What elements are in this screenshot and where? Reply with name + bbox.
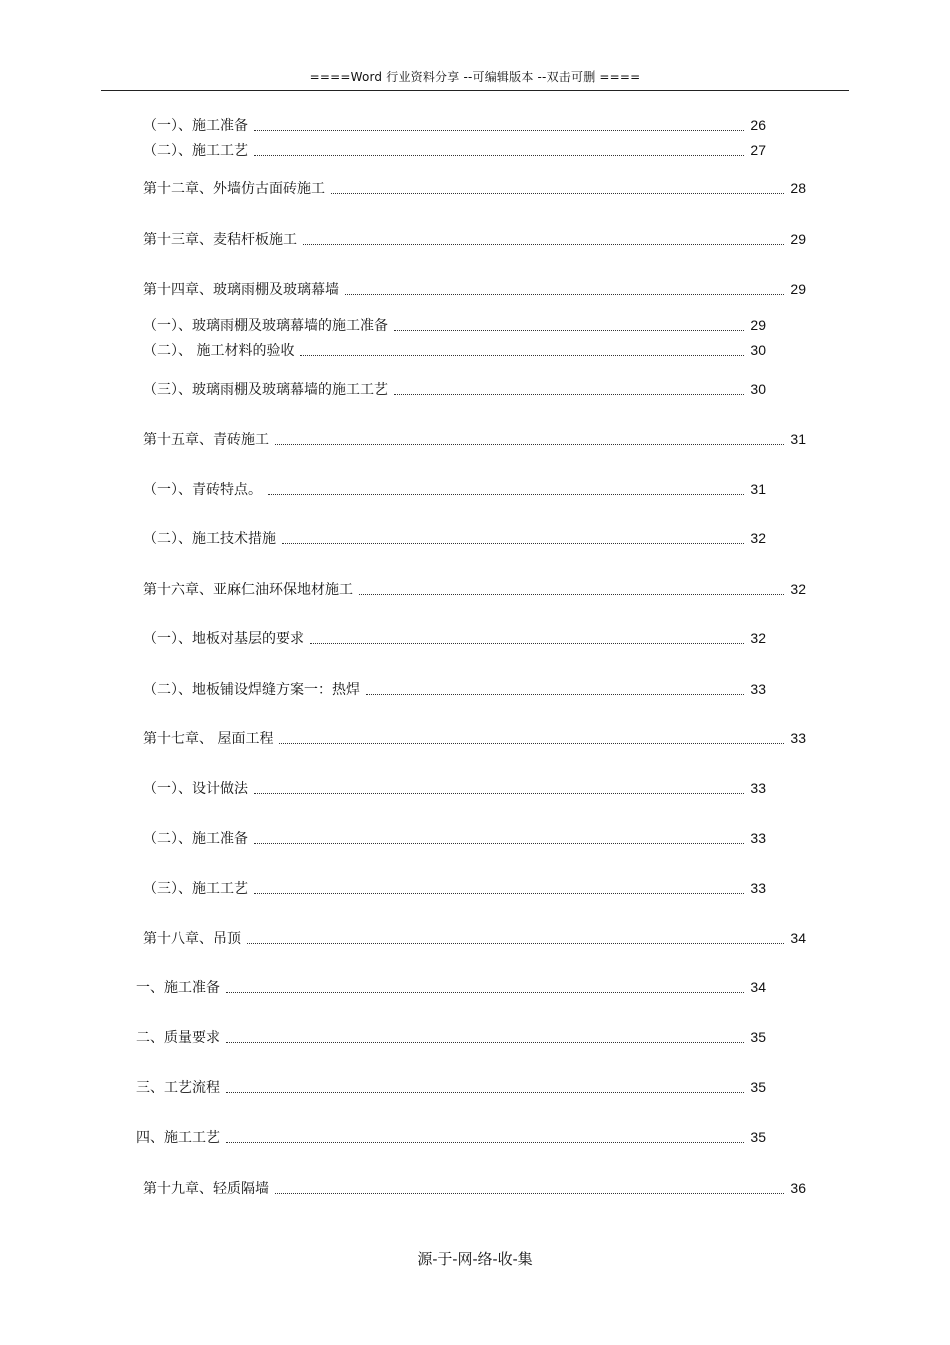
toc-entry[interactable] (143, 628, 766, 648)
toc-leader-dots (366, 693, 744, 695)
toc-leader-dots (275, 443, 784, 445)
toc-entry-label: 第十九章、轻质隔墙 (143, 1181, 269, 1197)
toc-leader-dots (331, 192, 784, 194)
toc-entry-page: 28 (790, 180, 806, 196)
toc-leader-dots (226, 1091, 744, 1093)
toc-entry[interactable] (143, 178, 806, 198)
toc-entry-label: （一）、地板对基层的要求 (143, 631, 304, 647)
toc-leader-dots (226, 1141, 744, 1143)
toc-entry-page: 34 (750, 979, 766, 995)
toc-entry-label: 第十五章、青砖施工 (143, 432, 269, 448)
toc-entry-label: （二）、施工准备 (143, 831, 248, 847)
toc-entry[interactable] (143, 340, 766, 360)
toc-leader-dots (254, 892, 744, 894)
toc-leader-dots (303, 243, 784, 245)
toc-leader-dots (394, 329, 744, 331)
toc-entry-label: （一）、设计做法 (143, 781, 248, 797)
toc-entry[interactable] (143, 528, 766, 548)
toc-entry-label: （二）、施工技术措施 (143, 531, 276, 547)
toc-entry-label: （一）、玻璃雨棚及玻璃幕墙的施工准备 (143, 318, 388, 334)
toc-entry[interactable] (136, 1127, 766, 1147)
toc-entry[interactable] (143, 679, 766, 699)
toc-entry-label: 第十六章、亚麻仁油环保地材施工 (143, 582, 353, 598)
header-rule (101, 90, 849, 91)
toc-leader-dots (310, 642, 744, 644)
toc-leader-dots (254, 792, 744, 794)
toc-entry-page: 33 (750, 681, 766, 697)
toc-entry-page: 30 (750, 381, 766, 397)
toc-entry-label: 二、质量要求 (136, 1030, 220, 1046)
toc-entry-page: 26 (750, 117, 766, 133)
toc-entry-label: （一）、青砖特点。 (143, 482, 262, 498)
toc-entry-page: 33 (750, 780, 766, 796)
toc-entry[interactable] (143, 728, 806, 748)
toc-entry[interactable] (143, 229, 806, 249)
toc-entry-page: 35 (750, 1129, 766, 1145)
toc-entry-label: 第十四章、玻璃雨棚及玻璃幕墙 (143, 282, 339, 298)
toc-entry[interactable] (143, 778, 766, 798)
toc-entry-page: 33 (790, 730, 806, 746)
page-footer: 源-于-网-络-收-集 (417, 1250, 533, 1268)
toc-entry-page: 33 (750, 830, 766, 846)
toc-entry-label: （二）、地板铺设焊缝方案一：热焊 (143, 682, 360, 698)
toc-entry-page: 29 (790, 281, 806, 297)
toc-entry[interactable] (143, 878, 766, 898)
toc-entry-label: 第十八章、吊顶 (143, 931, 241, 947)
toc-entry[interactable] (143, 429, 806, 449)
toc-entry-label: （二）、 施工材料的验收 (143, 343, 295, 359)
toc-entry-page: 31 (750, 481, 766, 497)
toc-leader-dots (226, 991, 744, 993)
toc-entry-label: （二）、施工工艺 (143, 143, 248, 159)
toc-entry-page: 32 (750, 530, 766, 546)
toc-entry[interactable] (143, 115, 766, 135)
toc-entry-page: 27 (750, 142, 766, 158)
toc-entry-page: 32 (750, 630, 766, 646)
toc-entry-label: 三、工艺流程 (136, 1080, 220, 1096)
toc-leader-dots (254, 129, 744, 131)
toc-entry[interactable] (143, 379, 766, 399)
toc-entry-page: 35 (750, 1079, 766, 1095)
toc-leader-dots (345, 293, 784, 295)
toc-entry-label: （三）、施工工艺 (143, 881, 248, 897)
toc-entry-page: 33 (750, 880, 766, 896)
toc-entry-page: 34 (790, 930, 806, 946)
toc-entry-page: 31 (790, 431, 806, 447)
toc-entry[interactable] (143, 928, 806, 948)
toc-entry-label: 第十七章、 屋面工程 (143, 731, 274, 747)
toc-leader-dots (394, 393, 744, 395)
toc-leader-dots (268, 493, 744, 495)
toc-entry-page: 36 (790, 1180, 806, 1196)
toc-entry-page: 35 (750, 1029, 766, 1045)
toc-entry[interactable] (136, 1077, 766, 1097)
toc-entry[interactable] (143, 279, 806, 299)
toc-entry[interactable] (136, 977, 766, 997)
toc-leader-dots (247, 942, 784, 944)
toc-leader-dots (254, 842, 744, 844)
toc-leader-dots (300, 354, 744, 356)
toc-entry[interactable] (143, 315, 766, 335)
toc-entry-label: 四、施工工艺 (136, 1130, 220, 1146)
page-header: ====Word 行业资料分享 --可编辑版本 --双击可删 ==== (309, 70, 641, 84)
toc-leader-dots (359, 593, 784, 595)
toc-entry[interactable] (143, 479, 766, 499)
toc-entry-label: 第十三章、麦秸杆板施工 (143, 232, 297, 248)
toc-entry-page: 32 (790, 581, 806, 597)
toc-leader-dots (226, 1041, 744, 1043)
toc-entry-label: （三）、玻璃雨棚及玻璃幕墙的施工工艺 (143, 382, 388, 398)
toc-entry[interactable] (136, 1027, 766, 1047)
toc-entry-label: （一）、施工准备 (143, 118, 248, 134)
toc-entry[interactable] (143, 140, 766, 160)
toc-entry-page: 29 (790, 231, 806, 247)
toc-entry-label: 一、施工准备 (136, 980, 220, 996)
toc-entry[interactable] (143, 1178, 806, 1198)
toc-leader-dots (279, 742, 784, 744)
toc-entry-page: 29 (750, 317, 766, 333)
toc-leader-dots (282, 542, 744, 544)
toc-entry[interactable] (143, 579, 806, 599)
toc-leader-dots (254, 154, 744, 156)
toc-leader-dots (275, 1192, 784, 1194)
toc-entry-page: 30 (750, 342, 766, 358)
toc-entry-label: 第十二章、外墙仿古面砖施工 (143, 181, 325, 197)
toc-entry[interactable] (143, 828, 766, 848)
